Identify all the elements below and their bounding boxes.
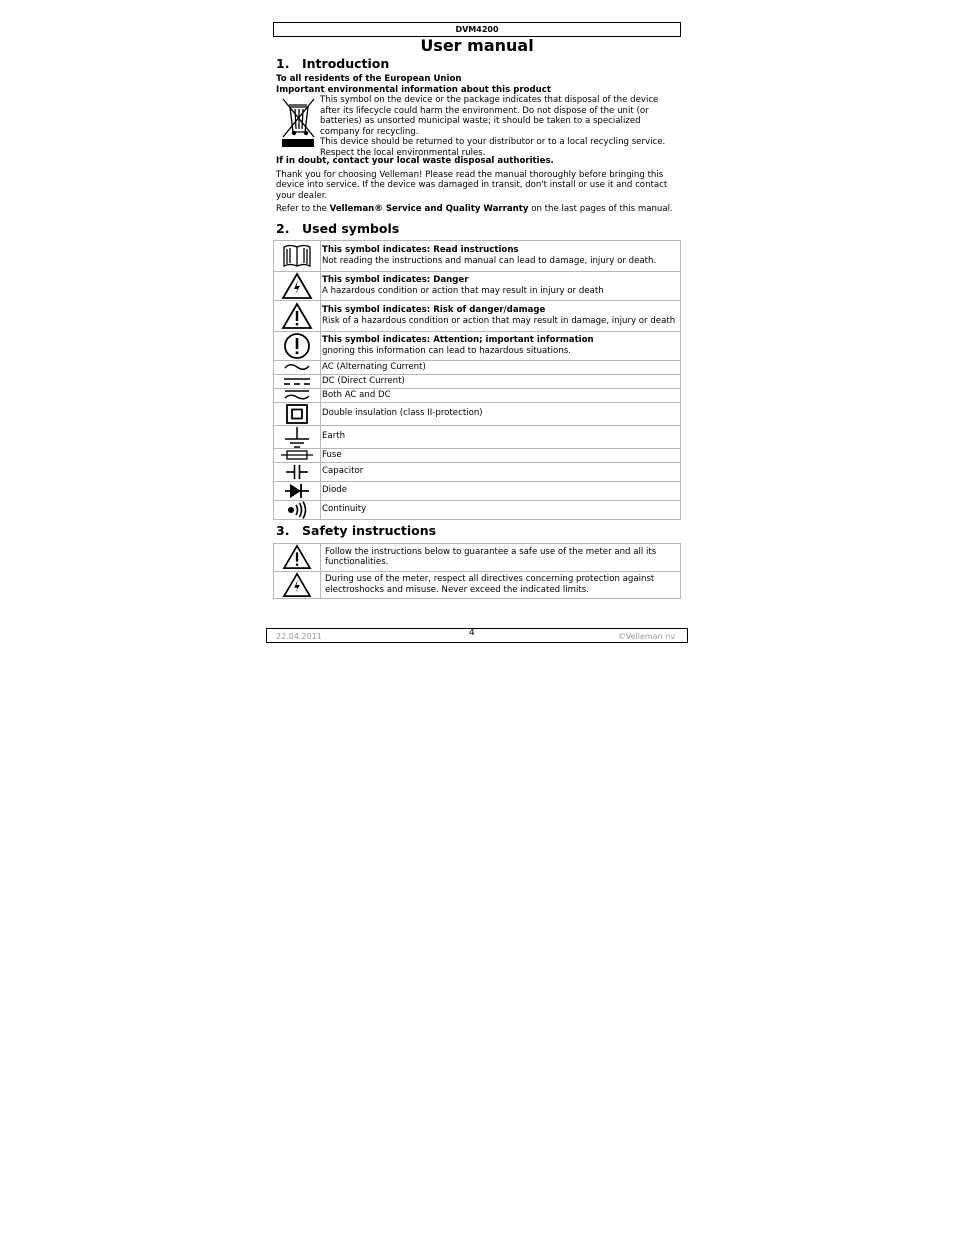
table-row — [274, 388, 681, 402]
dc-icon — [274, 374, 321, 388]
table-row — [274, 300, 681, 331]
symbol-desc: Not reading the instructions and manual can lead to damage, injury or death. — [322, 255, 657, 266]
page-number: 4 — [469, 628, 475, 638]
section-3-title: Safety instructions — [302, 522, 437, 538]
warranty-link-text: Velleman® Service and Quality Warranty — [329, 204, 529, 214]
symbol-description: Diode — [321, 481, 681, 500]
symbol-description: Double insulation (class II-protection) — [321, 402, 681, 425]
danger-lightning-icon — [274, 271, 321, 300]
diode-icon — [274, 481, 321, 500]
fuse-icon — [274, 448, 321, 462]
table-row — [274, 462, 681, 481]
symbol-description — [321, 271, 681, 300]
table-row — [274, 425, 681, 448]
footer-copyright: ©Velleman nv — [617, 632, 675, 641]
weee-block — [273, 95, 681, 156]
symbol-description — [321, 240, 681, 271]
eu-residents-line: To all residents of the European Union — [276, 74, 462, 84]
earth-icon — [274, 425, 321, 448]
section-1-number: 1. — [276, 56, 290, 71]
warranty-text-pre: Refer to the — [276, 204, 330, 214]
table-row — [274, 448, 681, 462]
continuity-icon — [274, 500, 321, 519]
attention-circle-icon — [274, 331, 321, 360]
symbol-desc: A hazardous condition or action that may result in injury or death — [322, 285, 604, 296]
table-row — [274, 331, 681, 360]
symbol-description: DC (Direct Current) — [321, 374, 681, 388]
table-row — [274, 500, 681, 519]
environment-info-line: Important environmental information about this product — [276, 84, 551, 95]
symbol-description: Continuity — [321, 500, 681, 519]
warranty-text-post: on the last pages of this manual. — [528, 204, 673, 214]
symbols-table — [273, 240, 681, 520]
page-footer — [266, 628, 688, 643]
section-3-heading — [273, 523, 681, 539]
safety-instruction: During use of the meter, respect all directives concerning protection against electroshocks and misuse. Never exceed the indicated limits. — [321, 571, 681, 598]
capacitor-icon — [274, 462, 321, 481]
symbol-description: Fuse — [321, 448, 681, 462]
symbol-desc: Risk of a hazardous condition or action that may result in damage, injury or death — [322, 315, 676, 326]
warning-triangle-icon — [274, 300, 321, 331]
section-1-title: Introduction — [302, 56, 390, 71]
symbol-description: Both AC and DC — [321, 388, 681, 402]
weee-text-disposal: This symbol on the device or the package indicates that disposal of the device after its lifecycle could harm the environment. Do not dispose of the unit (or batteries) as unsorted municipal waste; it should be taken to a specialized company for recycling. — [320, 95, 659, 137]
safety-table — [273, 543, 681, 599]
table-row — [274, 571, 681, 598]
table-row — [274, 402, 681, 425]
symbol-description — [321, 300, 681, 331]
table-row — [274, 360, 681, 374]
section-2-heading — [273, 221, 681, 237]
warning-triangle-icon — [274, 543, 321, 571]
danger-lightning-icon — [274, 571, 321, 598]
section-1-heading — [273, 56, 681, 72]
ac-icon — [274, 360, 321, 374]
symbol-title: This symbol indicates: Attention; important information — [322, 335, 594, 346]
thanks-paragraph: Thank you for choosing Velleman! Please read the manual thoroughly before bringing this device into service. If the device was damaged in transit, don't install or use it and contact your dealer. — [276, 169, 668, 201]
symbol-title: This symbol indicates: Read instructions — [322, 245, 519, 256]
ac-dc-icon — [274, 388, 321, 402]
warranty-paragraph — [273, 204, 681, 215]
manual-page — [273, 22, 681, 599]
header-model: DVM4200 — [273, 22, 681, 37]
symbol-desc: gnoring this information can lead to hazardous situations. — [322, 345, 571, 356]
weee-text — [320, 95, 681, 158]
section-3-number: 3. — [276, 522, 290, 538]
footer-date: 22.04.2011 — [276, 632, 322, 641]
table-row — [274, 481, 681, 500]
table-row — [274, 240, 681, 271]
section-2-number: 2. — [276, 220, 290, 236]
book-icon — [274, 240, 321, 271]
safety-instruction: Follow the instructions below to guarantee a safe use of the meter and all its functionalities. — [321, 543, 681, 571]
page-title: User manual — [420, 36, 534, 55]
symbol-description — [321, 331, 681, 360]
table-row — [274, 271, 681, 300]
section-2-title: Used symbols — [302, 220, 400, 236]
symbol-title: This symbol indicates: Risk of danger/damage — [322, 305, 546, 316]
table-row — [274, 374, 681, 388]
weee-text-return: This device should be returned to your distributor or to a local recycling service. Respect the local environmental rules. — [320, 137, 666, 158]
weee-bin-icon — [278, 95, 318, 150]
doubt-line: If in doubt, contact your local waste disposal authorities. — [276, 156, 554, 166]
double-insulation-icon — [274, 402, 321, 425]
symbol-title: This symbol indicates: Danger — [322, 275, 469, 286]
symbol-description: Earth — [321, 425, 681, 448]
table-row — [274, 543, 681, 571]
symbol-description: AC (Alternating Current) — [321, 360, 681, 374]
symbol-description: Capacitor — [321, 462, 681, 481]
